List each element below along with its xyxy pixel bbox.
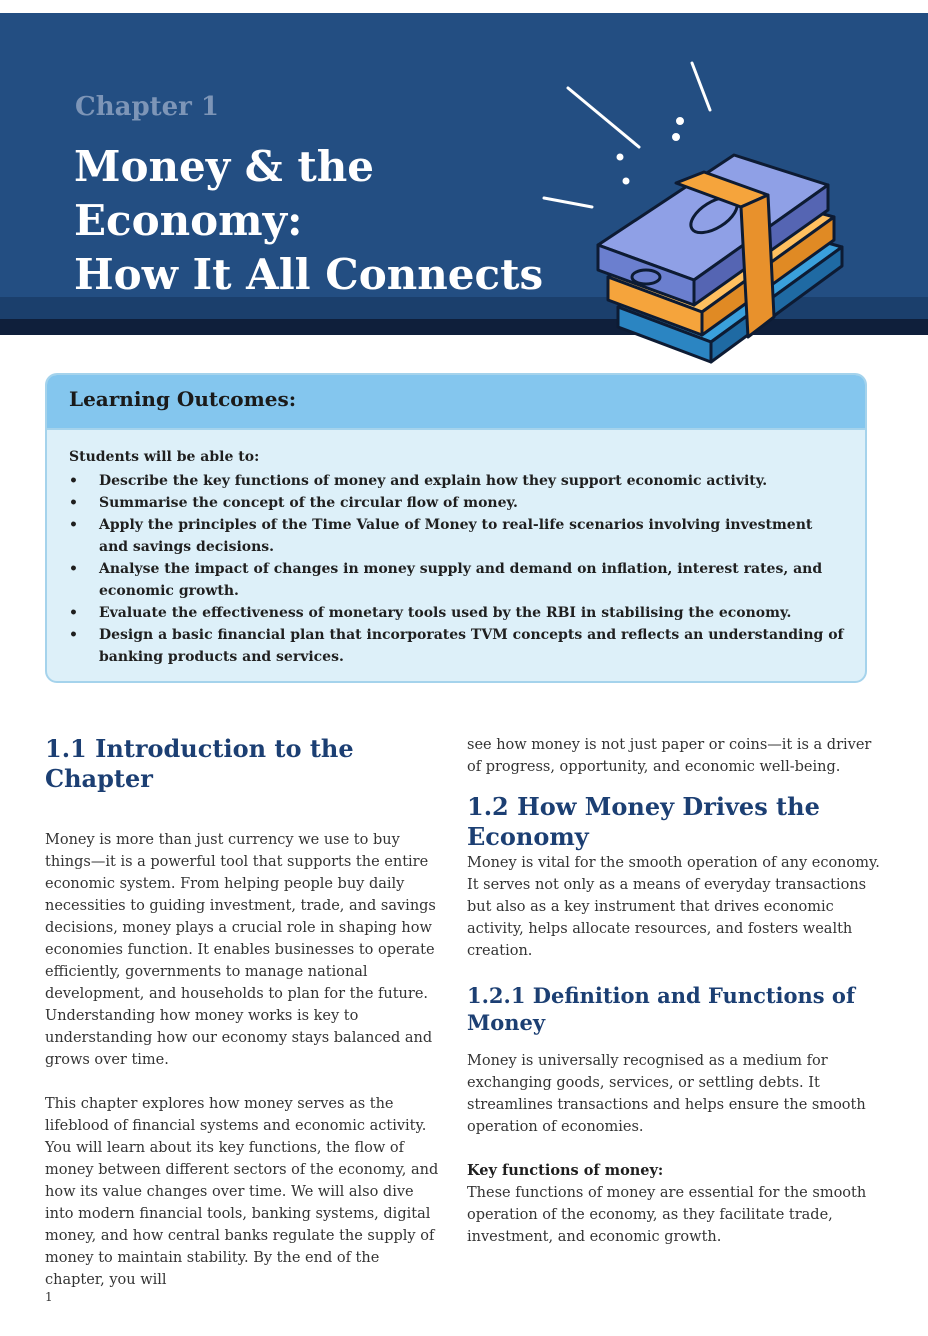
bullet-icon: • — [69, 561, 78, 577]
learning-outcomes-intro: Students will be able to: — [69, 449, 260, 465]
learning-outcomes-list — [69, 470, 844, 668]
section-heading-definition: 1.2.1 Definition and Functions of Money — [467, 983, 855, 1035]
outcome-text: Evaluate the effectiveness of monetary tools used by the RBI in stabilising the economy. — [99, 605, 792, 621]
intro-paragraph-2-continued: see how money is not just paper or coins—it is a driver of progress, opportunity, and economic well-being. — [467, 737, 872, 775]
list-item — [69, 558, 844, 602]
list-item — [69, 492, 844, 514]
right-column — [467, 734, 887, 1248]
outcome-text: Analyse the impact of changes in money supply and demand on inflation, interest rates, and economic growth. — [99, 561, 823, 599]
list-item — [69, 602, 844, 624]
learning-outcomes-header — [47, 375, 865, 430]
left-column — [45, 734, 443, 1291]
key-functions-paragraph: These functions of money are essential for the smooth operation of the economy, as they facilitate trade, investment, and economic growth. — [467, 1185, 867, 1245]
list-item — [69, 624, 844, 668]
intro-paragraph-1: Money is more than just currency we use to buy things—it is a powerful tool that supports the entire economic system. From helping people buy daily necessities to guiding investment, trade, and savings decisions, money plays a crucial role in shaping how economies function. It enables businesses to operate efficiently, governments to manage national development, and households to plan for the future. Understanding how money works is key to understanding how our economy stays balanced and grows over time. — [45, 832, 436, 1068]
chapter-title — [74, 140, 594, 302]
bullet-icon: • — [69, 473, 78, 489]
section-heading-money-drives: 1.2 How Money Drives the Economy — [467, 792, 820, 851]
chapter-label: Chapter 1 — [75, 92, 220, 122]
learning-outcomes-box — [45, 373, 867, 683]
outcome-text: Design a basic financial plan that incorporates TVM concepts and reflects an understanding of banking products and services. — [99, 627, 844, 665]
bullet-icon: • — [69, 605, 78, 621]
list-item — [69, 470, 844, 492]
bullet-icon: • — [69, 495, 78, 511]
chapter-title-line1: Money & the Economy: — [74, 142, 374, 245]
list-item — [69, 514, 844, 558]
page-number: 1 — [45, 1290, 53, 1304]
definition-paragraph: Money is universally recognised as a medium for exchanging goods, services, or settling debts. It streamlines transactions and helps ensure the smooth operation of economies. — [467, 1053, 866, 1135]
money-drives-paragraph: Money is vital for the smooth operation of any economy. It serves not only as a means of everyday transactions but also as a key instrument that drives economic activity, helps allocate resources, and fosters wealth creation. — [467, 855, 880, 959]
learning-outcomes-title: Learning Outcomes: — [69, 387, 297, 411]
top-margin — [0, 0, 928, 13]
outcome-text: Summarise the concept of the circular flow of money. — [99, 495, 518, 511]
money-stack-icon — [536, 55, 866, 365]
intro-paragraph-2: This chapter explores how money serves as the lifeblood of financial systems and economic activity. You will learn about its key functions, the flow of money between different sectors of the economy, and how its value changes over time. We will also dive into modern financial tools, banking systems, digital money, and how central banks regulate the supply of money to maintain stability. By the end of the chapter, you will — [45, 1096, 439, 1288]
key-functions-title: Key functions of money: — [467, 1162, 664, 1179]
outcome-text: Describe the key functions of money and explain how they support economic activity. — [99, 473, 768, 489]
section-heading-intro: 1.1 Introduction to the Chapter — [45, 734, 354, 793]
outcome-text: Apply the principles of the Time Value of Money to real-life scenarios involving investment and savings decisions. — [99, 517, 813, 555]
bullet-icon: • — [69, 517, 78, 533]
chapter-title-line2: How It All Connects — [74, 250, 544, 299]
bullet-icon: • — [69, 627, 78, 643]
